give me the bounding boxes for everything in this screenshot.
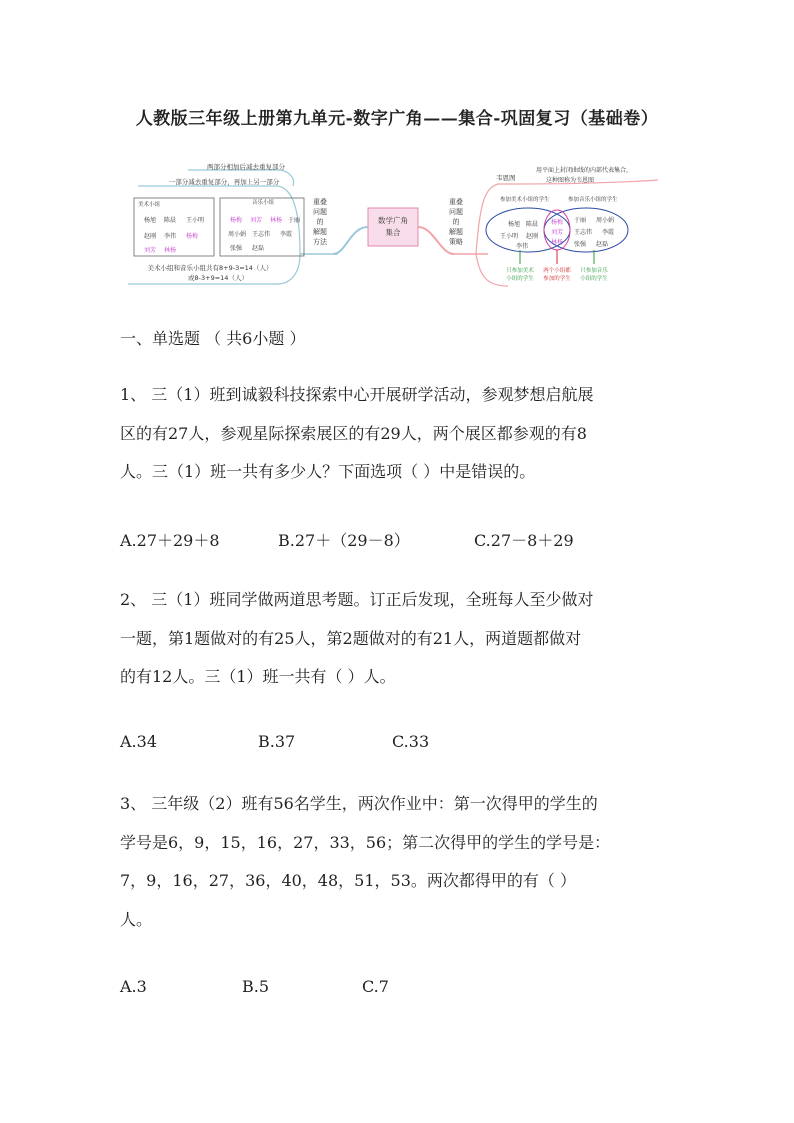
svg-text:解题: 解题 [449,228,463,236]
question-2-option-b[interactable]: B.37 [258,732,296,751]
section-heading: 一、单选题 （ 共6小题 ） [120,329,306,348]
svg-text:方法: 方法 [313,238,327,246]
svg-text:周小娟: 周小娟 [228,231,247,238]
question-1-line1: 1、 三（1）班到诚毅科技探索中心开展研学活动，参观梦想启航展 [120,385,594,404]
svg-text:李霞: 李霞 [280,231,293,238]
svg-text:策略: 策略 [449,238,463,246]
svg-text:问题: 问题 [449,208,463,216]
svg-text:张强: 张强 [230,245,243,252]
question-3-options [120,977,389,1053]
svg-text:杨梅: 杨梅 [186,233,199,240]
question-2-option-a[interactable]: A.34 [120,732,157,751]
svg-text:王小明: 王小明 [186,217,205,224]
svg-text:小组的学生: 小组的学生 [580,276,608,282]
svg-text:参加的学生: 参加的学生 [543,276,571,282]
svg-text:王志伟: 王志伟 [574,229,593,236]
question-2 [120,581,680,697]
svg-text:的: 的 [316,218,324,226]
question-1-option-c[interactable]: C.27－8＋29 [474,531,574,550]
svg-text:于丽: 于丽 [288,217,301,224]
svg-text:于丽: 于丽 [574,217,587,224]
svg-text:刘芳: 刘芳 [551,229,564,236]
svg-text:的: 的 [452,218,460,226]
question-2-line2: 一题，第1题做对的有25人，第2题做对的有21人，两道题都做对 [120,628,582,648]
svg-text:重叠: 重叠 [313,198,327,206]
question-3-line1: 3、 三年级（2）班有56名学生，两次作业中：第一次得甲的学生的 [120,794,598,813]
question-1-option-a[interactable]: A.27＋29＋8 [120,531,220,550]
svg-text:赵磊: 赵磊 [596,241,609,248]
svg-text:林杨: 林杨 [270,217,283,224]
question-1 [120,376,680,492]
svg-text:小组的学生: 小组的学生 [506,276,534,282]
mindmap-center-node [368,208,418,246]
svg-text:赵刚: 赵刚 [526,233,539,240]
svg-text:陈晨: 陈晨 [164,217,177,224]
svg-text:李伟: 李伟 [164,233,177,240]
svg-text:参加美术小组的学生: 参加美术小组的学生 [500,197,550,203]
music-group-label: 音乐小组 [252,200,275,206]
svg-text:解题: 解题 [313,228,327,236]
svg-text:杨旭: 杨旭 [508,221,521,228]
svg-text:林杨: 林杨 [164,247,177,254]
svg-text:重叠: 重叠 [449,198,463,206]
svg-text:用平面上封闭曲线的内部代表集合，: 用平面上封闭曲线的内部代表集合， [536,167,633,174]
svg-text:刘芳: 刘芳 [250,217,263,224]
svg-text:刘芳: 刘芳 [144,247,157,254]
svg-text:赵刚: 赵刚 [144,233,157,240]
mindmap-rule1: 两部分相加后减去重复部分 [207,163,285,171]
svg-text:杨梅: 杨梅 [230,217,243,224]
mindmap-center-line1: 数学广角 [378,216,408,225]
svg-text:张强: 张强 [574,241,587,248]
question-1-line2: 区的有27人，参观星际探索展区的有29人，两个展区都参观的有8 [120,423,587,443]
question-3-option-a[interactable]: A.3 [120,977,147,996]
svg-text:林杨: 林杨 [551,239,564,246]
svg-text:只参加美术: 只参加美术 [506,268,534,274]
question-3-line2: 学号是6，9，15，16，27，33，56；第二次得甲的学生的学号是： [120,832,611,852]
question-3-option-b[interactable]: B.5 [242,977,270,996]
mindmap-figure [128,158,672,290]
question-1-option-b[interactable]: B.27＋（29－8） [278,531,410,550]
art-group-label: 美术小组 [138,202,161,208]
svg-text:李霞: 李霞 [602,229,615,236]
svg-text:赵磊: 赵磊 [252,245,265,252]
svg-text:王小明: 王小明 [500,233,519,240]
mindmap-rule2: 一部分减去重复部分，再加上另一部分 [168,178,280,186]
mindmap-center-line2: 集合 [385,228,401,237]
svg-text:参加音乐小组的学生: 参加音乐小组的学生 [568,197,618,203]
formula2: 或8-3+9=14（人） [188,274,248,282]
svg-text:两个小组都: 两个小组都 [543,268,571,274]
page-title: 人教版三年级上册第九单元-数字广角——集合-巩固复习（基础卷） [135,109,659,129]
question-3-option-c[interactable]: C.7 [362,977,389,996]
svg-text:周小娟: 周小娟 [596,217,615,224]
svg-text:杨旭: 杨旭 [144,217,157,224]
svg-text:杨梅: 杨梅 [551,219,564,226]
svg-text:王志伟: 王志伟 [252,231,271,238]
question-3 [120,785,680,939]
question-2-line1: 2、 三（1）班同学做两道思考题。订正后发现，全班每人至少做对 [120,590,594,609]
svg-text:陈晨: 陈晨 [526,221,539,228]
question-2-option-c[interactable]: C.33 [392,732,430,751]
formula1: 美术小组和音乐小组共有8+9-3=14（人） [147,264,273,272]
svg-text:李伟: 李伟 [516,243,529,250]
svg-text:问题: 问题 [313,208,327,216]
question-3-line4: 人。 [120,909,153,929]
svg-text:只参加音乐: 只参加音乐 [580,268,608,274]
question-3-line3: 7，9，16，27，36，40，48，51，53。两次都得甲的有（ ） [120,871,576,890]
svg-text:这种图称为韦恩图: 这种图称为韦恩图 [546,177,595,184]
venn-label: 韦恩图 [496,174,516,182]
question-1-line3: 人。三（1）班一共有多少人？下面选项（ ）中是错误的。 [120,462,536,481]
question-2-line3: 的有12人。三（1）班一共有（ ）人。 [120,667,396,686]
